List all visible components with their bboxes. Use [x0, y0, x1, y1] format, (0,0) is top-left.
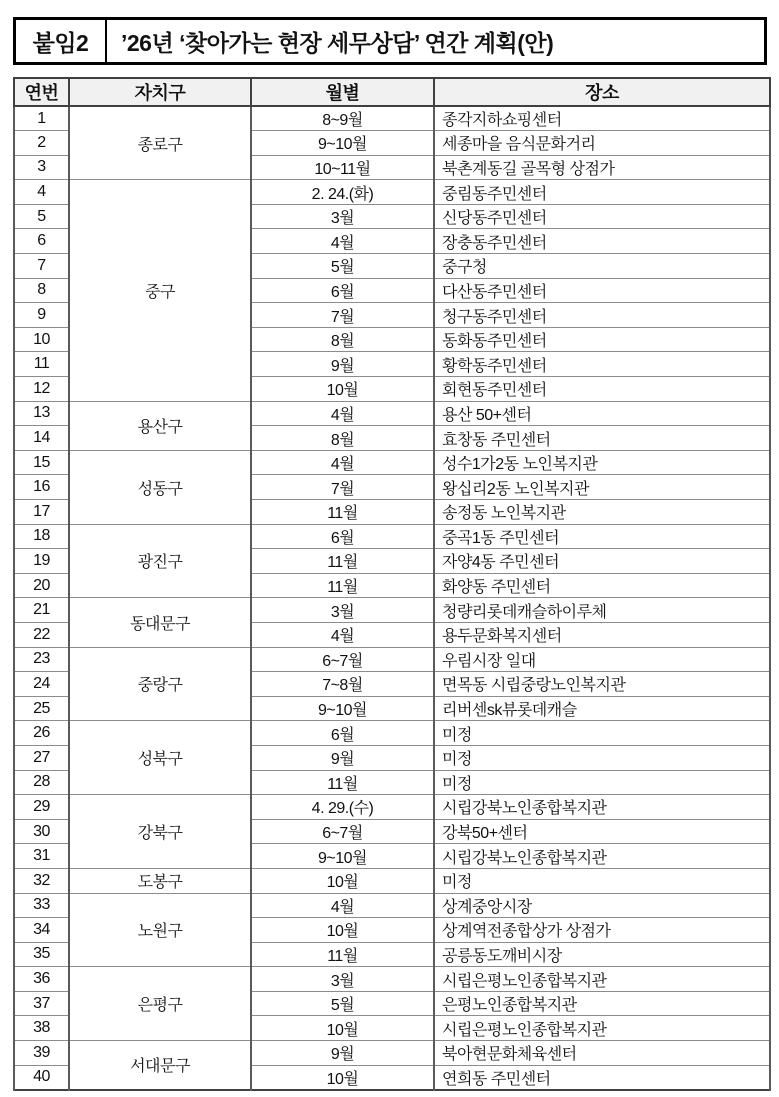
month-cell: 8월: [251, 426, 434, 451]
row-number-cell: 5: [14, 204, 69, 229]
row-number-cell: 38: [14, 1016, 69, 1041]
month-cell: 9~10월: [251, 696, 434, 721]
row-number-cell: 23: [14, 647, 69, 672]
place-cell: 시립강북노인종합복지관: [434, 844, 770, 869]
table-body: [14, 106, 770, 1090]
month-cell: 10월: [251, 1016, 434, 1041]
table-row: [14, 106, 770, 131]
place-cell: 북촌계동길 골목형 상점가: [434, 155, 770, 180]
month-cell: 3월: [251, 204, 434, 229]
month-cell: 6~7월: [251, 819, 434, 844]
month-cell: 11월: [251, 549, 434, 574]
month-cell: 11월: [251, 770, 434, 795]
row-number-cell: 3: [14, 155, 69, 180]
month-cell: 4월: [251, 401, 434, 426]
row-number-cell: 28: [14, 770, 69, 795]
district-cell: 강북구: [69, 795, 251, 869]
attachment-tag: 붙임2: [16, 20, 107, 62]
row-number-cell: 33: [14, 893, 69, 918]
place-cell: 우림시장 일대: [434, 647, 770, 672]
row-number-cell: 7: [14, 254, 69, 279]
place-cell: 미정: [434, 745, 770, 770]
page-title: ’26년 ‘찾아가는 현장 세무상담’ 연간 계획(안): [121, 29, 554, 56]
district-cell: 중구: [69, 180, 251, 401]
table-row: [14, 721, 770, 746]
month-cell: 6~7월: [251, 647, 434, 672]
month-cell: 9월: [251, 745, 434, 770]
place-cell: 리버센sk뷰롯데캐슬: [434, 696, 770, 721]
place-cell: 용산 50+센터: [434, 401, 770, 426]
row-number-cell: 9: [14, 303, 69, 328]
district-cell: 광진구: [69, 524, 251, 598]
month-cell: 5월: [251, 254, 434, 279]
month-cell: 11월: [251, 500, 434, 525]
table-row: [14, 450, 770, 475]
place-cell: 북아현문화체육센터: [434, 1041, 770, 1066]
month-cell: 7~8월: [251, 672, 434, 697]
month-cell: 7월: [251, 475, 434, 500]
table-row: [14, 795, 770, 820]
row-number-cell: 18: [14, 524, 69, 549]
place-cell: 시립강북노인종합복지관: [434, 795, 770, 820]
place-cell: 강북50+센터: [434, 819, 770, 844]
month-cell: 4월: [251, 893, 434, 918]
district-cell: 동대문구: [69, 598, 251, 647]
place-cell: 미정: [434, 770, 770, 795]
place-cell: 청구동주민센터: [434, 303, 770, 328]
place-cell: 미정: [434, 721, 770, 746]
row-number-cell: 22: [14, 622, 69, 647]
place-cell: 자양4동 주민센터: [434, 549, 770, 574]
row-number-cell: 29: [14, 795, 69, 820]
row-number-cell: 14: [14, 426, 69, 451]
row-number-cell: 35: [14, 942, 69, 967]
row-number-cell: 21: [14, 598, 69, 623]
month-cell: 9~10월: [251, 844, 434, 869]
place-cell: 중림동주민센터: [434, 180, 770, 205]
row-number-cell: 6: [14, 229, 69, 254]
place-cell: 미정: [434, 868, 770, 893]
row-number-cell: 10: [14, 327, 69, 352]
month-cell: 7월: [251, 303, 434, 328]
place-cell: 용두문화복지센터: [434, 622, 770, 647]
row-number-cell: 34: [14, 918, 69, 943]
row-number-cell: 12: [14, 377, 69, 402]
table-row: [14, 598, 770, 623]
row-number-cell: 17: [14, 500, 69, 525]
district-cell: 서대문구: [69, 1041, 251, 1090]
table-row: [14, 967, 770, 992]
table-row: [14, 868, 770, 893]
place-cell: 신당동주민센터: [434, 204, 770, 229]
month-cell: 6월: [251, 721, 434, 746]
row-number-cell: 25: [14, 696, 69, 721]
column-header-place: 장소: [434, 78, 770, 106]
place-cell: 황학동주민센터: [434, 352, 770, 377]
row-number-cell: 4: [14, 180, 69, 205]
annual-plan-table: [13, 77, 771, 1091]
month-cell: 10월: [251, 377, 434, 402]
row-number-cell: 20: [14, 573, 69, 598]
place-cell: 장충동주민센터: [434, 229, 770, 254]
month-cell: 8월: [251, 327, 434, 352]
place-cell: 청량리롯데캐슬하이루체: [434, 598, 770, 623]
month-cell: 5월: [251, 991, 434, 1016]
row-number-cell: 30: [14, 819, 69, 844]
table-row: [14, 180, 770, 205]
table-row: [14, 647, 770, 672]
month-cell: 9월: [251, 1041, 434, 1066]
row-number-cell: 36: [14, 967, 69, 992]
row-number-cell: 31: [14, 844, 69, 869]
table-row: [14, 893, 770, 918]
place-cell: 동화동주민센터: [434, 327, 770, 352]
district-cell: 성동구: [69, 450, 251, 524]
column-header-month: 월별: [251, 78, 434, 106]
month-cell: 8~9월: [251, 106, 434, 131]
month-cell: 10월: [251, 1065, 434, 1090]
month-cell: 3월: [251, 967, 434, 992]
row-number-cell: 37: [14, 991, 69, 1016]
place-cell: 종각지하쇼핑센터: [434, 106, 770, 131]
place-cell: 다산동주민센터: [434, 278, 770, 303]
district-cell: 성북구: [69, 721, 251, 795]
row-number-cell: 16: [14, 475, 69, 500]
month-cell: 4. 29.(수): [251, 795, 434, 820]
row-number-cell: 1: [14, 106, 69, 131]
row-number-cell: 26: [14, 721, 69, 746]
column-header-number: 연번: [14, 78, 69, 106]
place-cell: 면목동 시립중랑노인복지관: [434, 672, 770, 697]
month-cell: 10월: [251, 918, 434, 943]
place-cell: 공릉동도깨비시장: [434, 942, 770, 967]
month-cell: 11월: [251, 942, 434, 967]
month-cell: 9월: [251, 352, 434, 377]
month-cell: 6월: [251, 278, 434, 303]
district-cell: 은평구: [69, 967, 251, 1041]
month-cell: 6월: [251, 524, 434, 549]
month-cell: 4월: [251, 450, 434, 475]
place-cell: 화양동 주민센터: [434, 573, 770, 598]
place-cell: 은평노인종합복지관: [434, 991, 770, 1016]
row-number-cell: 39: [14, 1041, 69, 1066]
title-box: [13, 17, 767, 65]
month-cell: 10~11월: [251, 155, 434, 180]
place-cell: 연희동 주민센터: [434, 1065, 770, 1090]
row-number-cell: 40: [14, 1065, 69, 1090]
place-cell: 회현동주민센터: [434, 377, 770, 402]
place-cell: 상계역전종합상가 상점가: [434, 918, 770, 943]
month-cell: 11월: [251, 573, 434, 598]
table-row: [14, 1041, 770, 1066]
district-cell: 도봉구: [69, 868, 251, 893]
row-number-cell: 15: [14, 450, 69, 475]
month-cell: 10월: [251, 868, 434, 893]
place-cell: 시립은평노인종합복지관: [434, 967, 770, 992]
district-cell: 노원구: [69, 893, 251, 967]
month-cell: 4월: [251, 622, 434, 647]
month-cell: 4월: [251, 229, 434, 254]
month-cell: 9~10월: [251, 131, 434, 156]
month-cell: 2. 24.(화): [251, 180, 434, 205]
district-cell: 종로구: [69, 106, 251, 180]
district-cell: 중랑구: [69, 647, 251, 721]
place-cell: 효창동 주민센터: [434, 426, 770, 451]
row-number-cell: 11: [14, 352, 69, 377]
place-cell: 상계중앙시장: [434, 893, 770, 918]
row-number-cell: 13: [14, 401, 69, 426]
table-header: [14, 78, 770, 106]
place-cell: 세종마을 음식문화거리: [434, 131, 770, 156]
table-row: [14, 524, 770, 549]
row-number-cell: 27: [14, 745, 69, 770]
place-cell: 성수1가2동 노인복지관: [434, 450, 770, 475]
place-cell: 송정동 노인복지관: [434, 500, 770, 525]
header-row: [14, 78, 770, 106]
row-number-cell: 24: [14, 672, 69, 697]
column-header-district: 자치구: [69, 78, 251, 106]
place-cell: 중곡1동 주민센터: [434, 524, 770, 549]
place-cell: 왕십리2동 노인복지관: [434, 475, 770, 500]
table-row: [14, 401, 770, 426]
month-cell: 3월: [251, 598, 434, 623]
row-number-cell: 8: [14, 278, 69, 303]
place-cell: 중구청: [434, 254, 770, 279]
place-cell: 시립은평노인종합복지관: [434, 1016, 770, 1041]
row-number-cell: 32: [14, 868, 69, 893]
district-cell: 용산구: [69, 401, 251, 450]
row-number-cell: 2: [14, 131, 69, 156]
row-number-cell: 19: [14, 549, 69, 574]
